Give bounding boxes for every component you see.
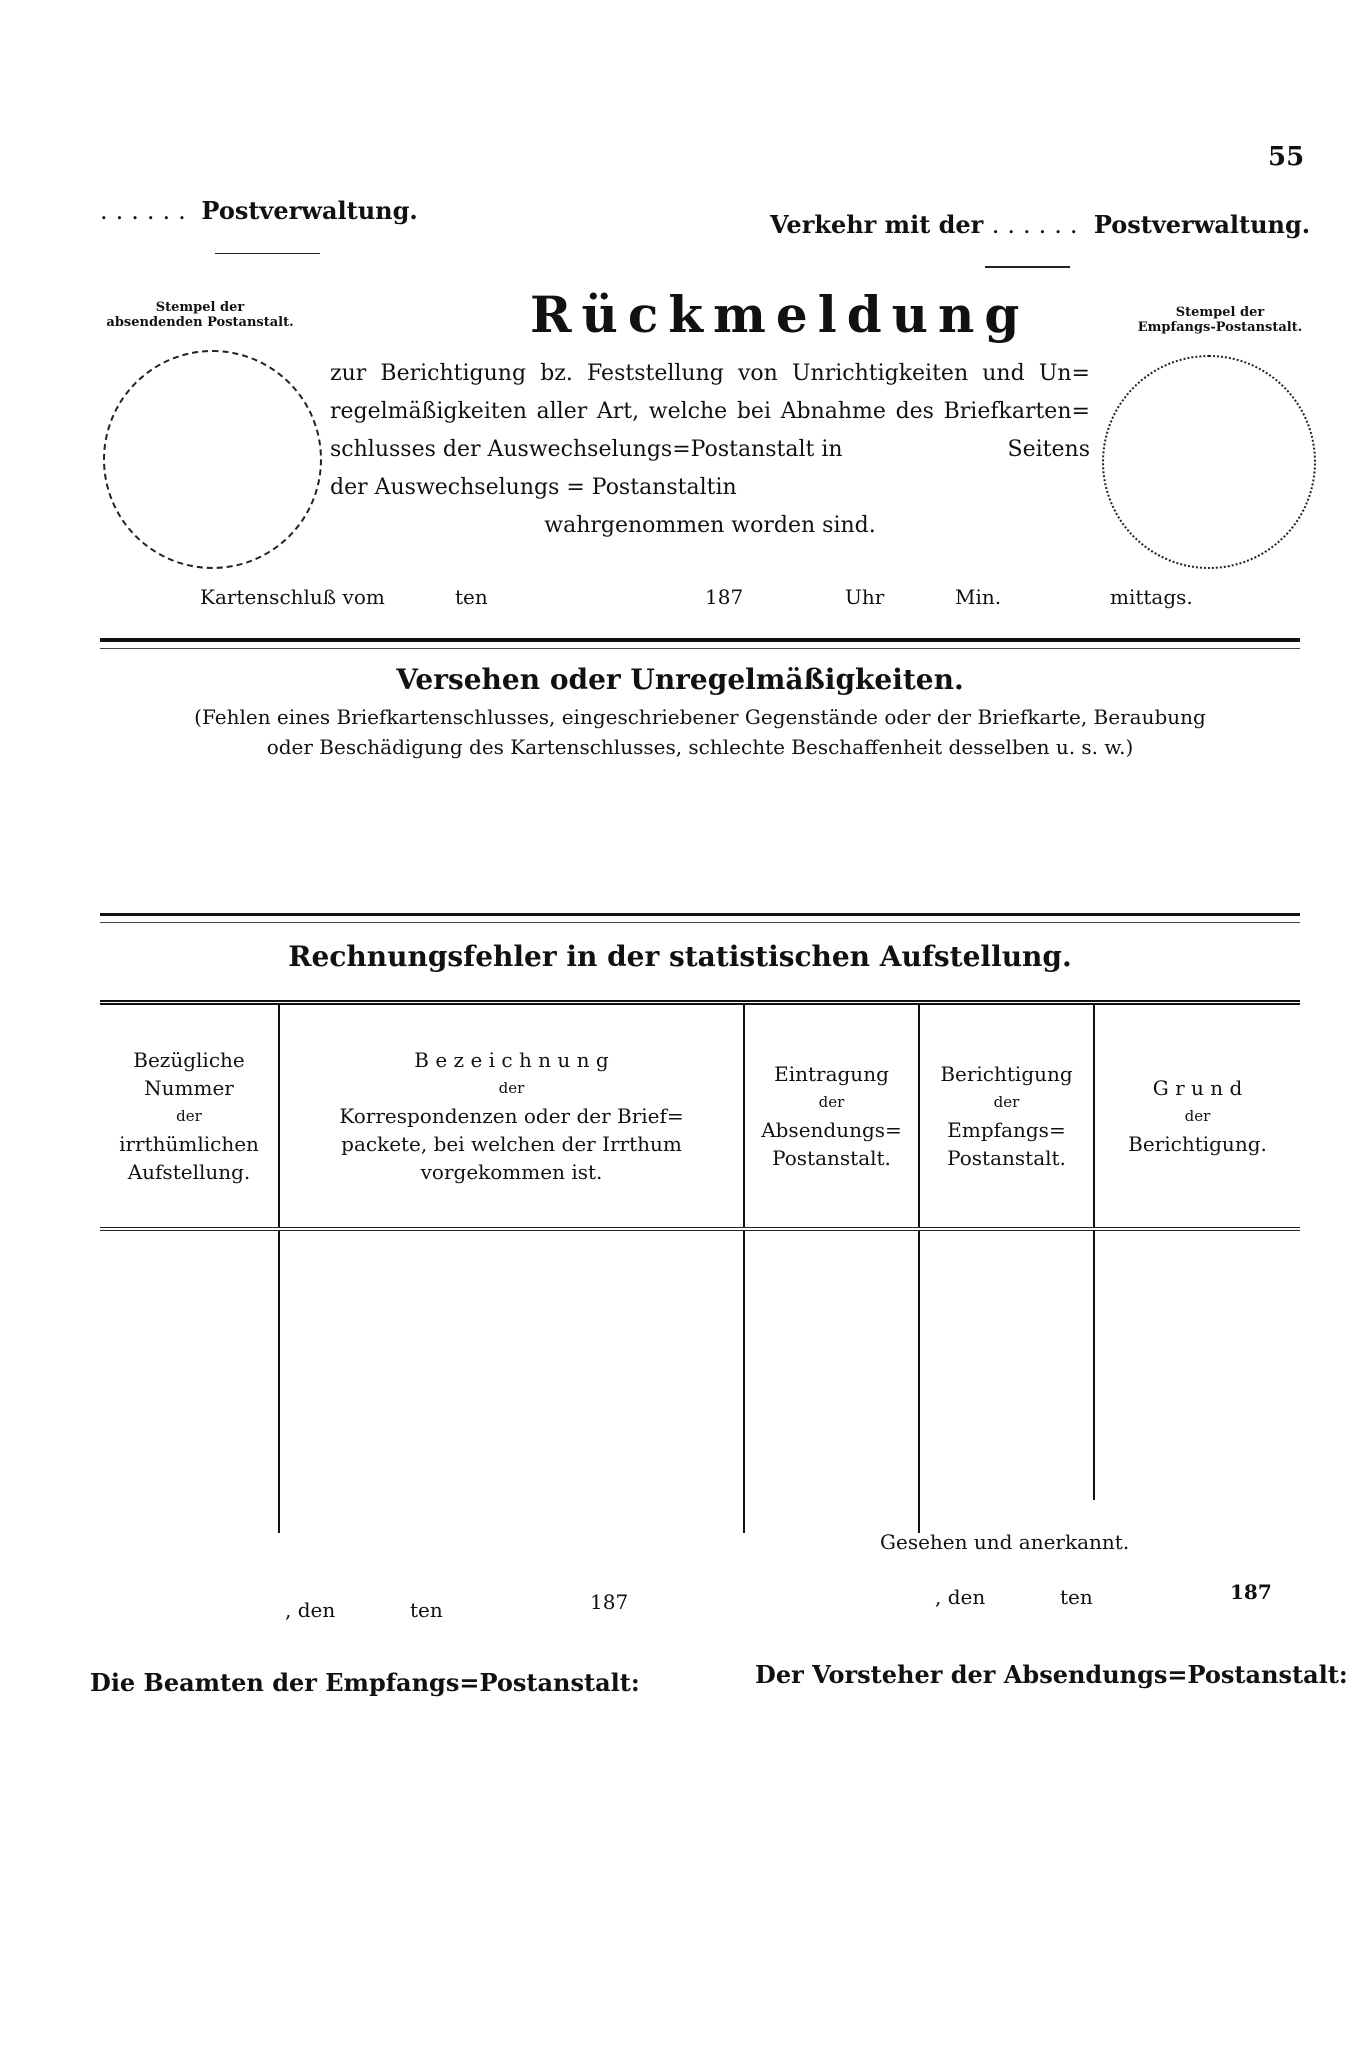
intro-word: Unrichtigkeiten (791, 361, 969, 386)
header-line: der (993, 1093, 1020, 1111)
intro-line-4-in: in (715, 475, 737, 500)
header-left-label: Postverwaltung. (201, 196, 418, 225)
header-line: Eintragung (774, 1062, 889, 1086)
intro-line-4-text: der Auswechselungs = Postanstalt (330, 475, 716, 500)
stamp-circle-right (1102, 355, 1316, 569)
intro-word: aller (536, 399, 588, 424)
right-date-ten: ten (1060, 1585, 1093, 1609)
intro-line-5 (330, 507, 1090, 545)
intro-line-3-seitens: Seitens (1007, 437, 1090, 462)
intro-line-5-text: wahrgenommen worden sind. (544, 513, 876, 538)
section1-subtitle (100, 702, 1300, 762)
kartenschluss-ten: ten (455, 585, 488, 609)
intro-line-3-text: schlusses der Auswechselungs=Postanstalt in (330, 437, 843, 462)
section-divider-1 (100, 638, 1300, 649)
column-header-bezeichnung (279, 1003, 744, 1230)
section2-title: Rechnungsfehler in der statistischen Aufstellung. (288, 940, 1072, 973)
table-cell-berichtigung[interactable] (919, 1229, 1094, 1533)
table-cell-nummer[interactable] (100, 1229, 279, 1533)
intro-word: Briefkarten= (943, 399, 1090, 424)
stamp-label-right-line2: Empfangs-Postanstalt. (1137, 320, 1303, 335)
header-left-rule (215, 253, 320, 254)
stamp-label-right-line1: Stempel der (1175, 305, 1265, 320)
column-header-eintragung (744, 1003, 919, 1230)
section1-title: Versehen oder Unregelmäßigkeiten. (396, 663, 964, 696)
intro-line-3 (330, 431, 1090, 469)
section1-subtitle-line1: (Fehlen eines Briefkartenschlusses, eingeschriebener Gegenstände oder der Briefkarte, Beraubung (194, 705, 1206, 729)
header-line: irrthümlichen (119, 1132, 259, 1156)
document-title: Rückmeldung (530, 285, 1030, 344)
header-right-label: Postverwaltung. (1093, 210, 1311, 239)
gesehen-text: Gesehen und anerkannt. (880, 1530, 1130, 1554)
left-date-year: 187 (590, 1590, 629, 1614)
intro-word: bei (736, 399, 771, 424)
intro-word: des (895, 399, 934, 424)
table-row (100, 1229, 1300, 1533)
header-right-dots: ...... (991, 211, 1086, 239)
left-date-ten: ten (410, 1598, 443, 1622)
right-date-den: , den (935, 1585, 986, 1609)
header-line: Aufstellung. (127, 1160, 251, 1184)
column-header-berichtigung (919, 1003, 1094, 1230)
left-date-den: , den (285, 1598, 336, 1622)
stamp-label-left-line2: absendenden Postanstalt. (106, 315, 294, 330)
intro-word: Berichtigung (380, 361, 527, 386)
header-left (100, 196, 418, 225)
intro-word: zur (330, 361, 367, 386)
section-divider-2 (100, 913, 1300, 923)
header-line: der (1184, 1107, 1211, 1125)
header-line: B e z e i c h n u n g (414, 1048, 609, 1072)
intro-line-4 (330, 469, 1090, 507)
header-line: der (818, 1093, 845, 1111)
header-line: Empfangs= (947, 1118, 1066, 1142)
kartenschluss-uhr: Uhr (845, 585, 885, 609)
header-right-rule (985, 266, 1070, 268)
table-cell-bezeichnung[interactable] (279, 1229, 744, 1533)
header-left-dots: ...... (100, 197, 194, 225)
table-cell-eintragung[interactable] (744, 1229, 919, 1533)
intro-line-2 (330, 393, 1090, 431)
header-line: G r u n d (1152, 1076, 1243, 1100)
intro-word: von (738, 361, 778, 386)
table-column-divider (1093, 1230, 1095, 1500)
column-header-grund (1094, 1003, 1300, 1230)
header-line: Absendungs= (761, 1118, 902, 1142)
header-line: Berichtigung (940, 1062, 1073, 1086)
table-cell-grund[interactable] (1094, 1229, 1300, 1533)
header-line: Nummer (144, 1076, 234, 1100)
header-line: Postanstalt. (772, 1146, 891, 1170)
intro-paragraph (330, 355, 1090, 545)
intro-word: bz. (540, 361, 573, 386)
kartenschluss-year: 187 (705, 585, 744, 609)
kartenschluss-min: Min. (955, 585, 1002, 609)
right-date-year: 187 (1230, 1580, 1272, 1604)
kartenschluss-mittags: mittags. (1110, 585, 1193, 609)
header-line: Berichtigung. (1128, 1132, 1267, 1156)
intro-word: und (982, 361, 1025, 386)
stamp-circle-left (103, 350, 322, 569)
intro-word: welche (648, 399, 728, 424)
header-right (770, 210, 1310, 239)
stamp-label-left-line1: Stempel der (155, 300, 245, 315)
stamp-label-left (90, 300, 310, 330)
header-line: Bezügliche (133, 1048, 245, 1072)
intro-word: Feststellung (587, 361, 724, 386)
intro-word: Abnahme (780, 399, 886, 424)
column-header-nummer (100, 1003, 279, 1230)
header-line: packete, bei welchen der Irrthum (341, 1132, 682, 1156)
header-line: der (176, 1107, 202, 1125)
page-number: 55 (1268, 142, 1305, 172)
intro-line-1 (330, 355, 1090, 393)
header-right-prefix: Verkehr mit der (770, 210, 984, 239)
intro-word: Art, (596, 399, 640, 424)
section1-subtitle-line2: oder Beschädigung des Kartenschlusses, schlechte Beschaffenheit desselben u. s. w.) (266, 735, 1134, 759)
header-line: vorgekommen ist. (420, 1160, 603, 1184)
stamp-label-right (1110, 305, 1330, 335)
intro-word: Un= (1038, 361, 1090, 386)
right-signature-label: Der Vorsteher der Absendungs=Postanstalt: (755, 1660, 1348, 1689)
header-line: Postanstalt. (947, 1146, 1066, 1170)
intro-word: regelmäßigkeiten (330, 399, 527, 424)
table-header-row (100, 1003, 1300, 1230)
header-line: der (498, 1079, 525, 1097)
correction-table (100, 1000, 1300, 1533)
header-line: Korrespondenzen oder der Brief= (339, 1104, 684, 1128)
left-signature-label: Die Beamten der Empfangs=Postanstalt: (90, 1668, 640, 1697)
kartenschluss-label: Kartenschluß vom (200, 585, 385, 609)
